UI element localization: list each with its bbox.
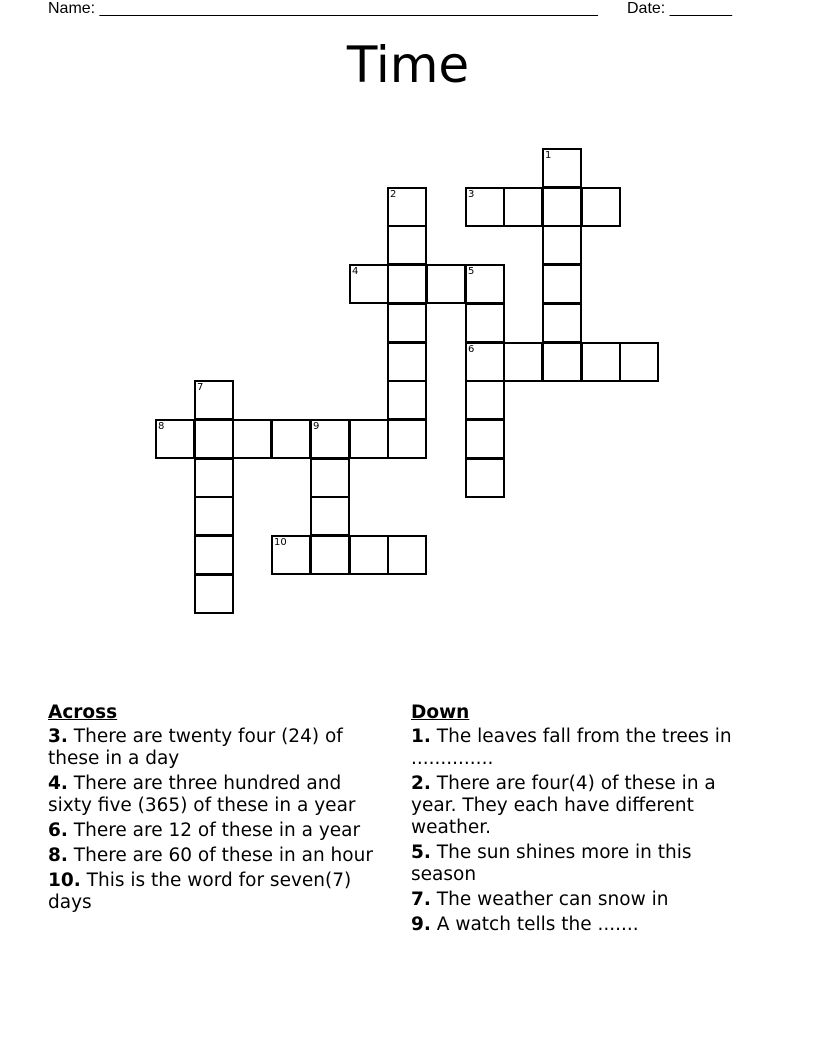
crossword-cell[interactable]: [194, 419, 234, 459]
crossword-cell[interactable]: [194, 496, 234, 536]
crossword-cell[interactable]: [465, 380, 505, 420]
clue-number: 7.: [411, 889, 431, 910]
down-heading: Down: [411, 702, 470, 723]
crossword-cell[interactable]: [387, 342, 427, 382]
crossword-cell[interactable]: [542, 342, 582, 382]
crossword-cell[interactable]: [194, 458, 234, 498]
crossword-cell[interactable]: [194, 535, 234, 575]
crossword-cell[interactable]: [542, 303, 582, 343]
cell-number: 3: [468, 189, 475, 200]
down-clue: [411, 726, 751, 770]
down-clue: [411, 914, 751, 936]
crossword-cell[interactable]: [503, 187, 543, 227]
across-clue: [48, 845, 388, 867]
clue-number: 9.: [411, 914, 431, 935]
crossword-cell[interactable]: [542, 264, 582, 304]
clue-text: There are four(4) of these in a year. They each have different weather.: [411, 773, 716, 838]
across-clue: [48, 726, 388, 770]
cell-number: 10: [274, 537, 287, 548]
clue-number: 6.: [48, 820, 68, 841]
crossword-cell[interactable]: [465, 303, 505, 343]
name-field-label: Name: ________________________________________________________: [48, 0, 598, 17]
crossword-cell[interactable]: [310, 458, 350, 498]
crossword-cell[interactable]: [387, 187, 427, 227]
crossword-cell[interactable]: [465, 342, 505, 382]
crossword-cell[interactable]: [194, 574, 234, 614]
crossword-cell[interactable]: [581, 342, 621, 382]
clue-text: This is the word for seven(7) days: [48, 870, 352, 913]
crossword-cell[interactable]: [581, 187, 621, 227]
crossword-cell[interactable]: [310, 535, 350, 575]
crossword-cell[interactable]: [465, 419, 505, 459]
down-clue: [411, 773, 751, 839]
down-clues: [411, 702, 751, 939]
crossword-cell[interactable]: [349, 535, 389, 575]
crossword-cell[interactable]: [349, 419, 389, 459]
cell-number: 9: [313, 421, 320, 432]
cell-number: 2: [390, 189, 397, 200]
crossword-cell[interactable]: [310, 496, 350, 536]
crossword-cell[interactable]: [387, 303, 427, 343]
cell-number: 5: [468, 266, 475, 277]
crossword-cell[interactable]: [465, 458, 505, 498]
puzzle-title: Time: [346, 36, 470, 94]
clue-number: 10.: [48, 870, 81, 891]
crossword-cell[interactable]: [542, 187, 582, 227]
crossword-cell[interactable]: [155, 419, 195, 459]
across-heading: Across: [48, 702, 118, 723]
clue-number: 1.: [411, 726, 431, 747]
crossword-cell[interactable]: [387, 225, 427, 265]
down-clue: [411, 842, 751, 886]
crossword-cell[interactable]: [387, 264, 427, 304]
crossword-cell[interactable]: [542, 225, 582, 265]
clue-text: The leaves fall from the trees in ..............: [411, 726, 732, 769]
crossword-cell[interactable]: [465, 187, 505, 227]
cell-number: 6: [468, 344, 475, 355]
crossword-cell[interactable]: [542, 148, 582, 188]
clue-text: The weather can snow in: [436, 889, 669, 910]
clue-text: There are 12 of these in a year: [73, 820, 361, 841]
clue-text: There are twenty four (24) of these in a day: [48, 726, 343, 769]
clue-text: There are three hundred and sixty five (365) of these in a year: [48, 773, 356, 816]
across-clue: [48, 820, 388, 842]
clue-number: 4.: [48, 773, 68, 794]
crossword-cell[interactable]: [619, 342, 659, 382]
cell-number: 1: [545, 150, 552, 161]
clue-number: 8.: [48, 845, 68, 866]
down-clue: [411, 889, 751, 911]
across-clues: [48, 702, 388, 917]
crossword-cell[interactable]: [310, 419, 350, 459]
clue-text: There are 60 of these in an hour: [73, 845, 373, 866]
clue-number: 3.: [48, 726, 68, 747]
crossword-cell[interactable]: [426, 264, 466, 304]
crossword-cell[interactable]: [503, 342, 543, 382]
cell-number: 7: [197, 382, 204, 393]
crossword-cell[interactable]: [271, 419, 311, 459]
date-field-label: Date: _______: [627, 0, 732, 17]
crossword-cell[interactable]: [387, 380, 427, 420]
across-clue: [48, 870, 388, 914]
clue-number: 5.: [411, 842, 431, 863]
across-clue: [48, 773, 388, 817]
crossword-cell[interactable]: [465, 264, 505, 304]
cell-number: 4: [352, 266, 359, 277]
crossword-cell[interactable]: [271, 535, 311, 575]
crossword-cell[interactable]: [194, 380, 234, 420]
crossword-cell[interactable]: [387, 419, 427, 459]
clue-number: 2.: [411, 773, 431, 794]
crossword-cell[interactable]: [232, 419, 272, 459]
clue-text: The sun shines more in this season: [411, 842, 692, 885]
crossword-cell[interactable]: [387, 535, 427, 575]
crossword-cell[interactable]: [349, 264, 389, 304]
clue-text: A watch tells the .......: [436, 914, 639, 935]
cell-number: 8: [158, 421, 165, 432]
